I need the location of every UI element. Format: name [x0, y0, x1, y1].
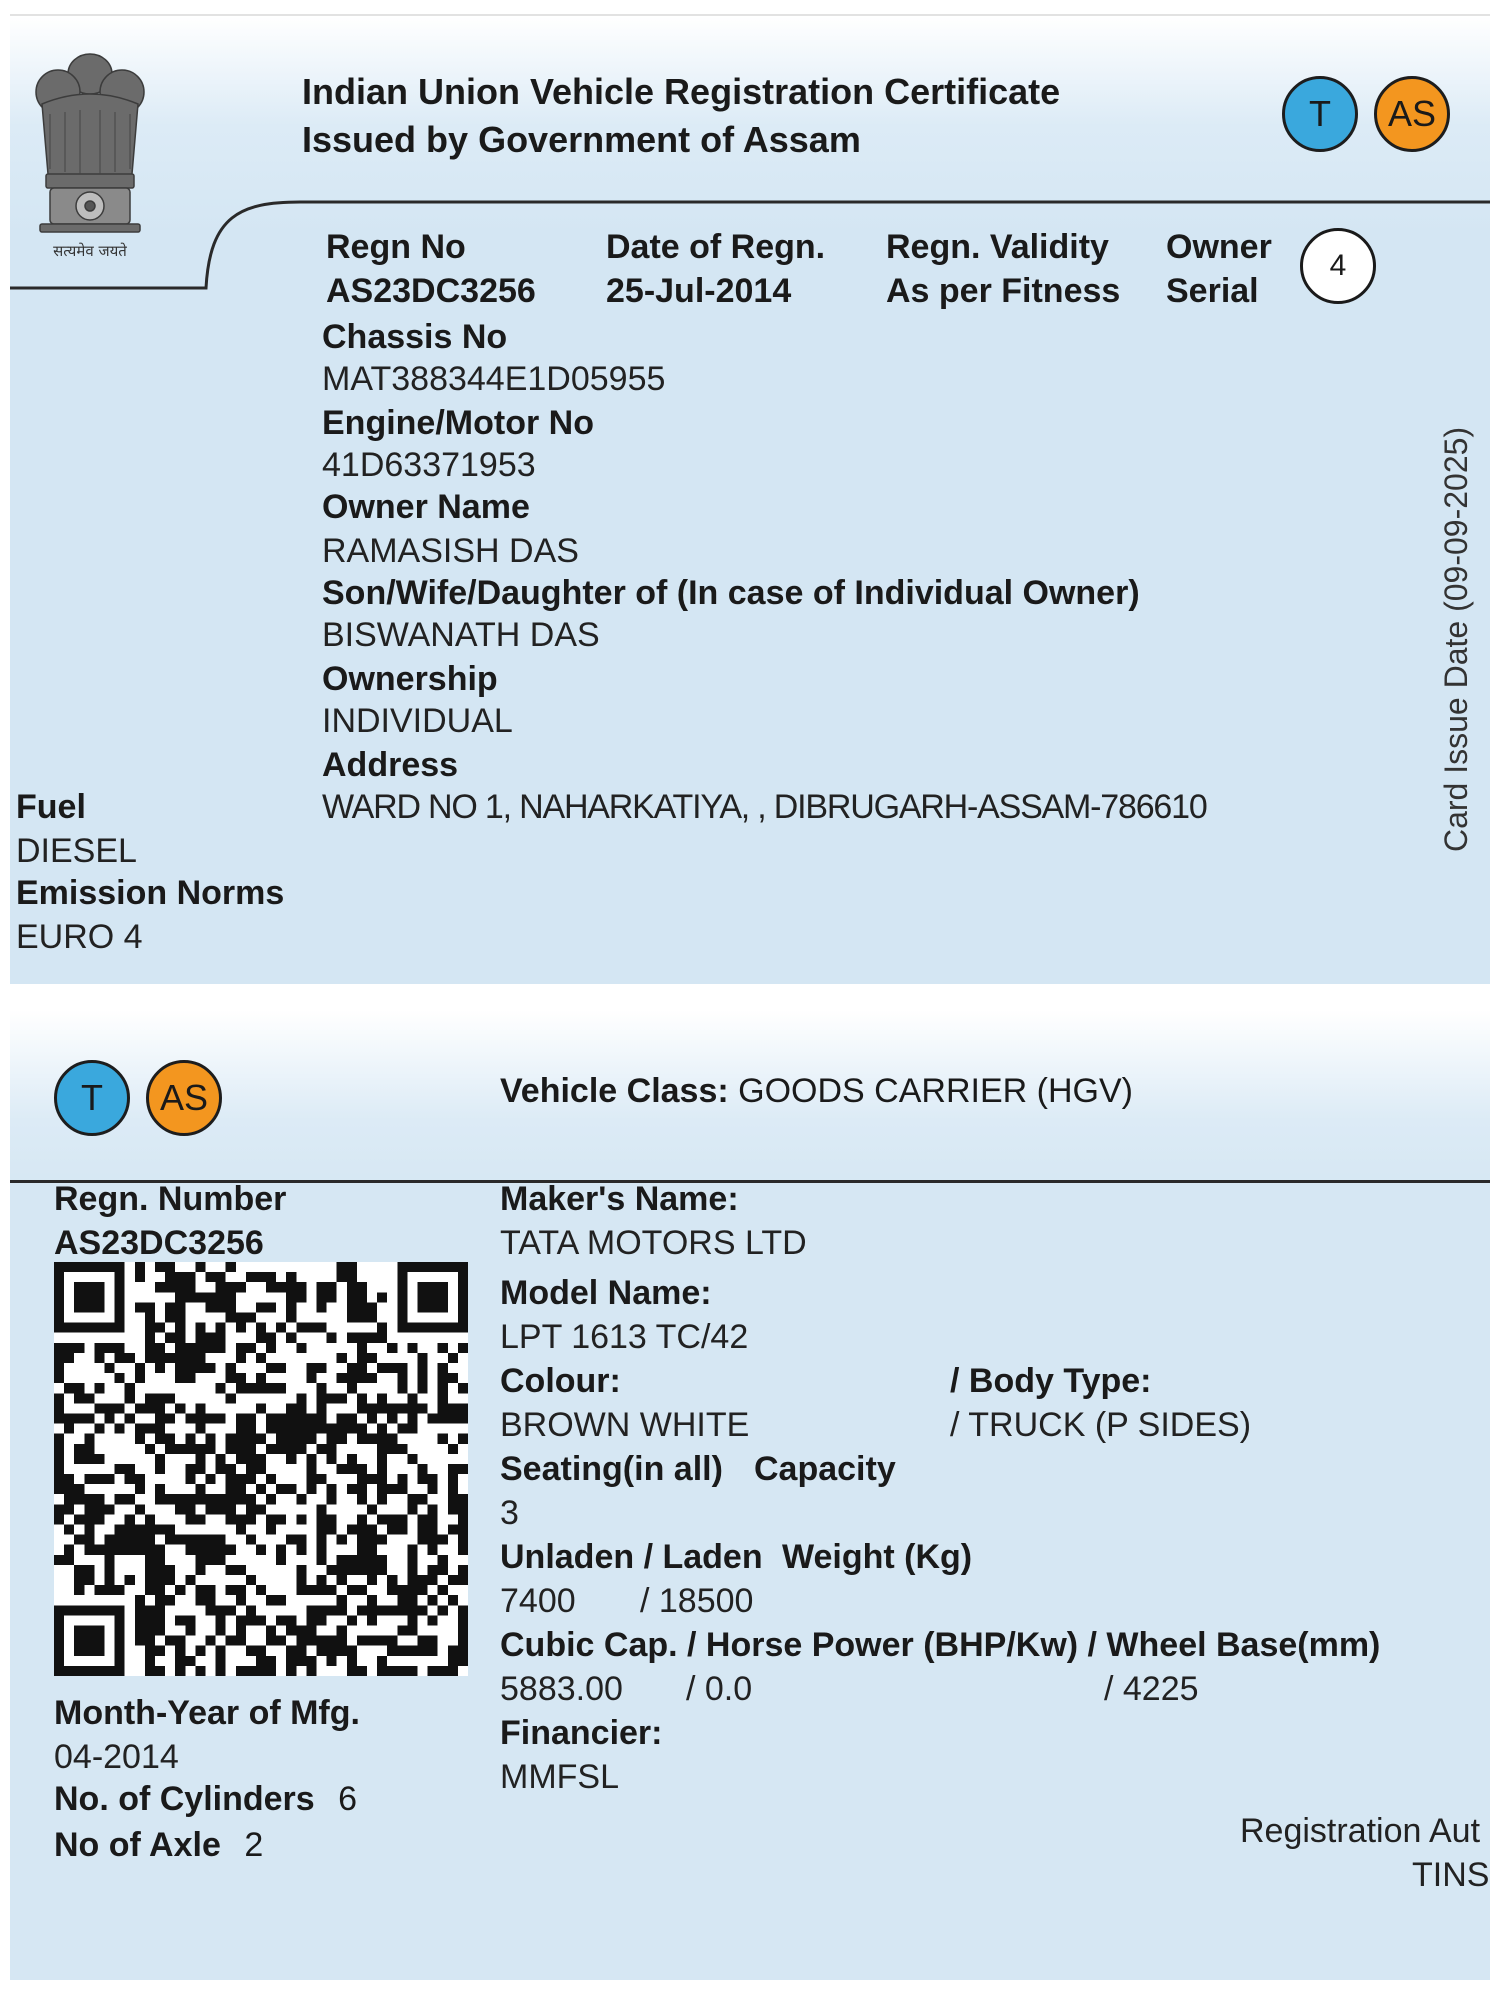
regn-validity-value: As per Fitness: [886, 272, 1121, 310]
owner-serial-value: 4: [1300, 228, 1376, 304]
rc-card-back: [10, 1010, 1490, 1980]
certificate-title-line1: Indian Union Vehicle Registration Certificate: [302, 71, 1061, 112]
regn-number-label: Regn. Number: [54, 1180, 287, 1218]
fuel-value: DIESEL: [16, 832, 137, 870]
body-type-label: / Body Type:: [950, 1362, 1152, 1400]
seating-label-2: Capacity: [754, 1450, 896, 1488]
cylinders-value: 6: [338, 1780, 358, 1818]
engine-no-label: Engine/Motor No: [322, 404, 594, 442]
cubic-cap-value: 5883.00: [500, 1670, 623, 1708]
registration-authority-line2: TINS: [1412, 1856, 1490, 1894]
chassis-no-value: MAT388344E1D05955: [322, 360, 666, 398]
ownership-value: INDIVIDUAL: [322, 702, 513, 740]
certificate-title-line2: Issued by Government of Assam: [302, 119, 861, 160]
rc-card-front: [10, 14, 1490, 984]
regn-validity-label: Regn. Validity: [886, 228, 1109, 266]
emission-norms-value: EURO 4: [16, 918, 143, 956]
date-of-regn-label: Date of Regn.: [606, 228, 826, 266]
maker-value: TATA MOTORS LTD: [500, 1224, 807, 1262]
national-emblem-icon: [20, 44, 160, 264]
ownership-label: Ownership: [322, 660, 498, 698]
emission-norms-label: Emission Norms: [16, 874, 285, 912]
weight-label-2: Weight (Kg): [782, 1538, 973, 1576]
cylinders: [54, 1780, 357, 1819]
badge-as: AS: [1374, 76, 1450, 152]
relation-value: BISWANATH DAS: [322, 616, 600, 654]
emblem-motto: सत्यमेव जयते: [53, 242, 127, 260]
axle-value: 2: [244, 1826, 264, 1864]
owner-serial-label-1: Owner: [1166, 228, 1272, 266]
registration-authority-line1: Registration Aut: [1240, 1812, 1481, 1850]
cubic-cap-label: Cubic Cap. / Horse Power (BHP/Kw) / Wheel Base(mm): [500, 1626, 1381, 1664]
fuel-label: Fuel: [16, 788, 86, 826]
mfg-label: Month-Year of Mfg.: [54, 1694, 360, 1732]
financier-label: Financier:: [500, 1714, 663, 1752]
colour-value: BROWN WHITE: [500, 1406, 750, 1444]
qr-code: [54, 1262, 468, 1676]
address-value: WARD NO 1, NAHARKATIYA, , DIBRUGARH-ASSAM-786610: [322, 788, 1207, 826]
date-of-regn-value: 25-Jul-2014: [606, 272, 792, 310]
vehicle-class-value: GOODS CARRIER (HGV): [738, 1072, 1133, 1110]
wheel-base-value: / 4225: [1104, 1670, 1199, 1708]
horse-power-value: / 0.0: [686, 1670, 753, 1708]
card-issue-date: Card Issue Date (09-09-2025): [1438, 426, 1474, 852]
regn-no-value: AS23DC3256: [326, 272, 536, 310]
chassis-no-label: Chassis No: [322, 318, 508, 356]
seating-value: 3: [500, 1494, 519, 1532]
owner-name-value: RAMASISH DAS: [322, 532, 579, 570]
axle: [54, 1826, 263, 1865]
regn-no-label: Regn No: [326, 228, 466, 266]
address-label: Address: [322, 746, 459, 784]
weight-label-1: Unladen / Laden: [500, 1538, 763, 1576]
axle-label: No of Axle: [54, 1826, 221, 1864]
cylinders-label: No. of Cylinders: [54, 1780, 315, 1818]
model-value: LPT 1613 TC/42: [500, 1318, 749, 1356]
regn-number-value: AS23DC3256: [54, 1224, 264, 1262]
financier-value: MMFSL: [500, 1758, 619, 1796]
badge-t-back: T: [54, 1060, 130, 1136]
colour-label: Colour:: [500, 1362, 621, 1400]
unladen-weight-value: 7400: [500, 1582, 576, 1620]
maker-label: Maker's Name:: [500, 1180, 739, 1218]
owner-name-label: Owner Name: [322, 488, 530, 526]
owner-serial-label-2: Serial: [1166, 272, 1259, 310]
body-type-value: / TRUCK (P SIDES): [950, 1406, 1252, 1444]
seating-label-1: Seating(in all): [500, 1450, 723, 1488]
laden-weight-value: / 18500: [640, 1582, 754, 1620]
vehicle-class-label: Vehicle Class:: [500, 1072, 729, 1110]
engine-no-value: 41D63371953: [322, 446, 536, 484]
relation-label: Son/Wife/Daughter of (In case of Individual Owner): [322, 574, 1140, 612]
header-curve: [10, 16, 1490, 316]
model-label: Model Name:: [500, 1274, 712, 1312]
vehicle-class: [500, 1072, 1133, 1111]
mfg-value: 04-2014: [54, 1738, 179, 1776]
badge-as-back: AS: [146, 1060, 222, 1136]
badge-t: T: [1282, 76, 1358, 152]
